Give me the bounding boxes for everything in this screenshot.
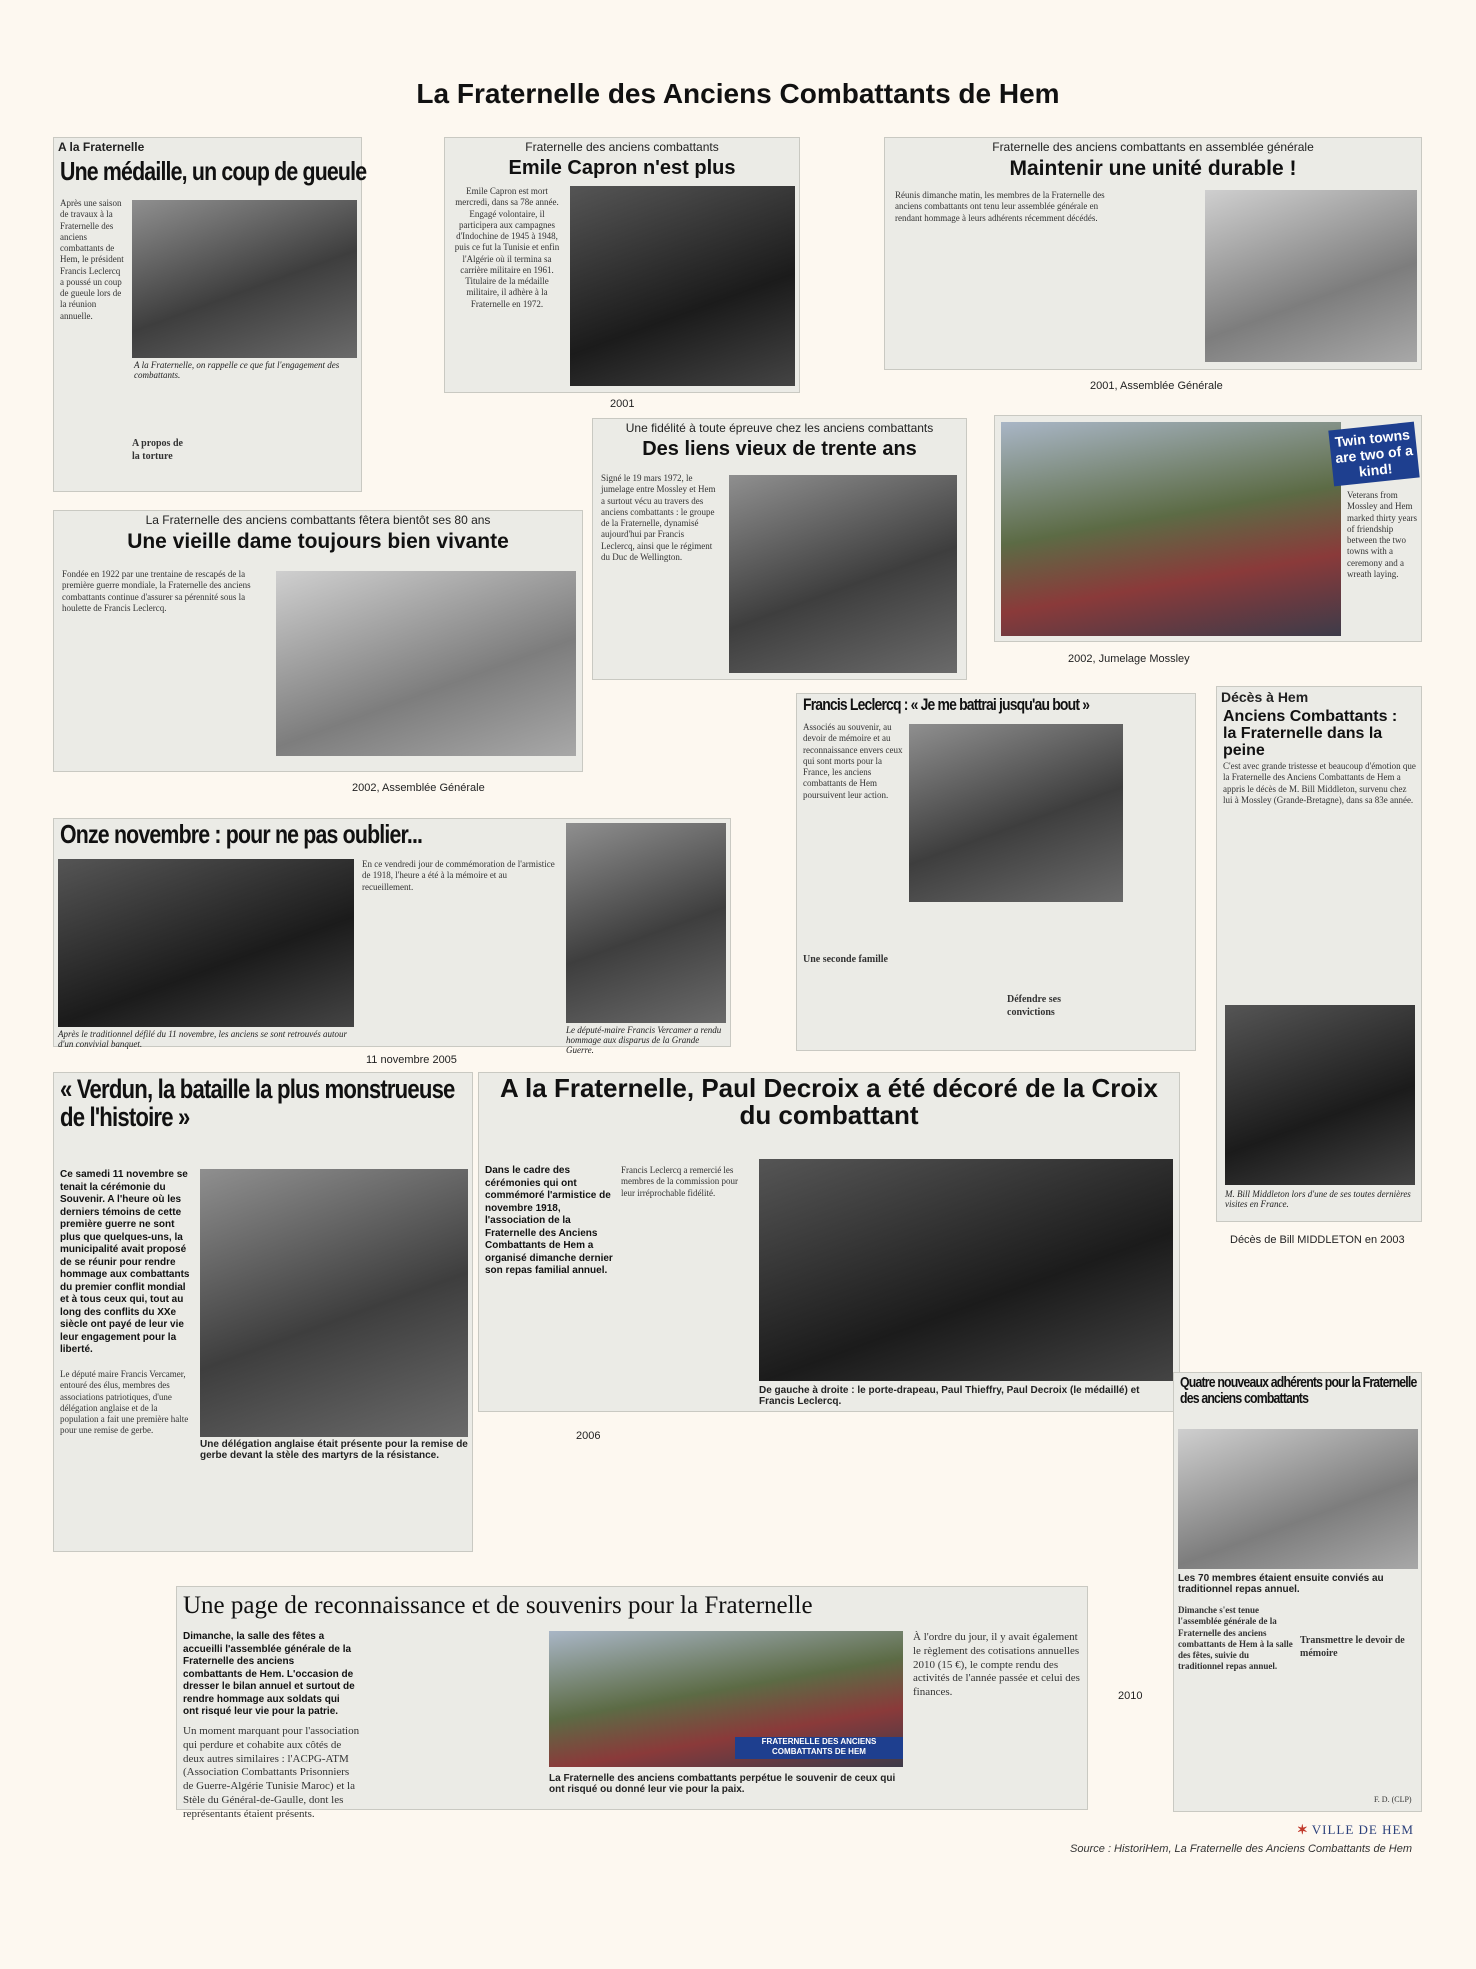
photo-caption: Une délégation anglaise était présente pour la remise de gerbe devant la stèle des martyrs de la résistance. (200, 1439, 468, 1461)
clipping-headline: Une médaille, un coup de gueule (60, 156, 367, 186)
clipping-onze-novembre (53, 818, 731, 1055)
clipping-body-2: À l'ordre du jour, il y avait également le règlement des cotisations annuelles 2010 (15 €), le compte rendu des activités de l'année passée et celui des finances. (913, 1631, 1080, 1698)
clipping-lead: Dimanche, la salle des fêtes a accueilli l'assemblée générale de la Fraternelle des anciens combattants de Hem. L'occasion de dresser le bilan annuel et surtout de rendre hommage aux soldats qui ont risqué leur vie pour la patrie. (183, 1631, 355, 1717)
clipping-kicker: Décès à Hem (1221, 689, 1309, 705)
clipping-subhead: Défendre ses convictions (1007, 994, 1061, 1018)
caption-11-novembre: 11 novembre 2005 (366, 1054, 457, 1066)
photo-caption: Après le traditionnel défilé du 11 novembre, les anciens se sont retrouvés autour d'un convivial banquet. (58, 1029, 348, 1049)
clipping-kicker: Fraternelle des anciens combattants en assemblée générale (992, 140, 1314, 154)
photo-caption: M. Bill Middleton lors d'une de ses toutes dernières visites en France. (1225, 1189, 1411, 1209)
photo-caption: Le député-maire Francis Vercamer a rendu hommage aux disparus de la Grande Guerre. (566, 1025, 722, 1055)
memorial-photo (566, 823, 726, 1023)
assembly-photo (1205, 190, 1417, 362)
assembly-photo (1178, 1429, 1418, 1569)
clipping-unite-durable (884, 137, 1422, 370)
clipping-body: Associés au souvenir, au devoir de mémoire et au reconnaissance envers ceux qui sont morts pour la France, les anciens combattants de Hem poursuivent leur action. (803, 722, 903, 800)
logo-icon: ✶ (1296, 1822, 1309, 1837)
clipping-kicker: Fraternelle des anciens combattants (525, 140, 719, 154)
photo-caption: A la Fraternelle, on rappelle ce que fut l'engagement des combattants. (134, 360, 340, 380)
caption-2010: 2010 (1118, 1690, 1143, 1702)
clipping-lead: Dans le cadre des cérémonies qui ont commémoré l'armistice de novembre 1918, l'association de la Fraternelle des Anciens Combattants de Hem a organisé dimanche dernier son repas familial annuel. (485, 1165, 613, 1276)
clipping-subhead: A propos de la torture (132, 438, 183, 462)
clipping-kicker: Une fidélité à toute épreuve chez les anciens combattants (625, 421, 934, 435)
clipping-headline: Des liens vieux de trente ans (642, 438, 917, 460)
clipping-page-reconnaissance (176, 1586, 1088, 1820)
photo-caption: Les 70 membres étaient ensuite conviés au traditionnel repas annuel. (1178, 1573, 1384, 1595)
clipping-body: C'est avec grande tristesse et beaucoup d'émotion que la Fraternelle des Anciens Combattants de Hem a appris le décès de M. Bill Middleton, survenu chez lui à Mossley (Grande-Bretagne), dans sa 83e année. (1223, 761, 1416, 805)
clipping-headline: Une vieille dame toujours bien vivante (127, 530, 509, 553)
banner-text: FRATERNELLE DES ANCIENS COMBATTANTS DE HEM (735, 1737, 903, 1759)
caption-2001: 2001 (610, 398, 635, 410)
clipping-body: Signé le 19 mars 1972, le jumelage entre Mossley et Hem a surtout vécu au travers des anciens combattants : le groupe de la Fraternelle, dynamisé aujourd'hui par Francis Leclercq, ainsi que le régiment du Duc de Wellington. (601, 473, 716, 562)
leclercq-portrait (909, 724, 1123, 902)
clipping-body: Un moment marquant pour l'association qui perdure et cohabite aux côtés de deux autres similaires : l'ACPG-ATM (Association Combattants Prisonniers de Guerre-Algérie Tunisie Maroc) et la Stèle du Général-de-Gaulle, dont les représentants étaient présents. (183, 1725, 360, 1820)
clipping-headline: A la Fraternelle, Paul Decroix a été décoré de la Croix du combattant (500, 1073, 1158, 1131)
twin-towns-banner: Twin towns are two of a kind! (1328, 422, 1419, 487)
caption-deces-bill: Décès de Bill MIDDLETON en 2003 (1230, 1234, 1405, 1246)
mossley-group-photo (1001, 422, 1341, 636)
decoration-photo (759, 1159, 1173, 1381)
clipping-body: Emile Capron est mort mercredi, dans sa 78e année. Engagé volontaire, il participera aux campagnes d'Indochine de 1945 à 1948, puis ce fut la Tunisie et enfin l'Algérie où il termina sa carrière militaire en 1961. Titulaire de la médaille militaire, il adhère à la Fraternelle en 1972. (454, 186, 560, 309)
clipping-kicker: La Fraternelle des anciens combattants fêtera bientôt ses 80 ans (145, 513, 491, 527)
source-credit: Source : HistoriHem, La Fraternelle des Anciens Combattants de Hem (1070, 1843, 1412, 1855)
clipping-quatre-adherents (1173, 1372, 1422, 1812)
logo-text: VILLE DE HEM (1311, 1822, 1414, 1837)
clipping-body: En ce vendredi jour de commémoration de l'armistice de 1918, l'heure a été à la mémoire et au recueillement. (362, 859, 555, 892)
clipping-kicker: A la Fraternelle (58, 140, 145, 154)
clipping-lead: Ce samedi 11 novembre se tenait la cérémonie du Souvenir. A l'heure où les derniers témoins de cette première guerre ne sont plus que quelques-uns, la municipalité avait proposé de se réunir pour rendre hommage aux combattants du premier conflit mondial et à tous ceux qui, tout au long des conflits du XXe siècle ont payé de leur vie leur engagement pour la liberté. (60, 1169, 190, 1355)
caption-2002-jumelage: 2002, Jumelage Mossley (1068, 653, 1190, 665)
clipping-subhead: Une seconde famille (803, 954, 888, 965)
clipping-headline: Quatre nouveaux adhérents pour la Fraternelle des anciens combattants (1180, 1374, 1417, 1407)
clipping-subhead: Transmettre le devoir de mémoire (1300, 1635, 1405, 1659)
clipping-liens-trente-ans (592, 418, 967, 680)
photo-caption: De gauche à droite : le porte-drapeau, Paul Thieffry, Paul Decroix (le médaillé) et Francis Leclercq. (759, 1385, 1140, 1407)
caption-2006: 2006 (576, 1430, 601, 1442)
clipping-signature: F. D. (CLP) (1374, 1795, 1412, 1804)
caption-2002-ag: 2002, Assemblée Générale (352, 782, 485, 794)
clipping-body: Veterans from Mossley and Hem marked thirty years of friendship between the two towns with a ceremony and a wreath laying. (1347, 490, 1417, 579)
page-title: La Fraternelle des Anciens Combattants de Hem (416, 78, 1060, 109)
clipping-headline: Maintenir une unité durable ! (1009, 157, 1297, 180)
clipping-body: Fondée en 1922 par une trentaine de rescapés de la première guerre mondiale, la Fraternelle des anciens combattants continue d'assurer sa pérennité sous la houlette de Francis Leclercq. (62, 569, 251, 613)
clipping-verdun (53, 1072, 473, 1552)
clipping-body: Le député maire Francis Vercamer, entouré des élus, membres des associations patriotiques, d'une délégation anglaise et de la population a fait une première halte pour une remise de gerbe. (60, 1369, 189, 1436)
clipping-headline: Anciens Combattants : la Fraternelle dans la peine (1223, 708, 1398, 759)
caption-2001-ag: 2001, Assemblée Générale (1090, 380, 1223, 392)
ville-de-hem-logo (1297, 1822, 1414, 1838)
clipping-headline: Emile Capron n'est plus (508, 157, 736, 179)
clipping-body: Dimanche s'est tenue l'assemblée générale de la Fraternelle des anciens combattants de Hem à la salle des fêtes, suivie du traditionnel repas annuel. (1178, 1605, 1293, 1672)
clipping-headline: Une page de reconnaissance et de souvenirs pour la Fraternelle (183, 1592, 813, 1619)
veterans-photo (132, 200, 357, 358)
clipping-body: Francis Leclercq a remercié les membres de la commission pour leur irréprochable fidélité. (621, 1165, 738, 1198)
ceremony-photo (570, 186, 795, 386)
group-photo (276, 571, 576, 756)
bill-middleton-photo (1225, 1005, 1415, 1185)
clipping-francis-leclercq (796, 693, 1196, 1051)
clipping-column: Après une saison de travaux à la Fraternelle des anciens combattants de Hem, le président Francis Leclercq a poussé un coup de gueule lors de la réunion annuelle. (60, 198, 124, 321)
clipping-twin-towns (994, 415, 1422, 642)
photo-caption: La Fraternelle des anciens combattants perpétue le souvenir de ceux qui ont risqué ou donné leur vie pour la paix. (549, 1773, 896, 1795)
clipping-headline: Onze novembre : pour ne pas oublier... (60, 819, 423, 849)
clipping-headline: Francis Leclercq : « Je me battrai jusqu'au bout » (803, 695, 1090, 714)
clipping-une-medaille (53, 137, 367, 492)
clipping-paul-decroix (478, 1072, 1180, 1412)
clipping-deces-hem (1216, 686, 1422, 1222)
wellington-photo (729, 475, 957, 673)
clipping-vieille-dame (53, 510, 583, 772)
banquet-photo (58, 859, 354, 1027)
clipping-emile-capron (444, 137, 800, 393)
clipping-headline: « Verdun, la bataille la plus monstrueuse de l'histoire » (60, 1074, 455, 1133)
delegation-photo (200, 1169, 468, 1437)
clipping-body: Réunis dimanche matin, les membres de la Fraternelle des anciens combattants ont tenu leur assemblée générale en rendant hommage à leurs adhérents récemment décédés. (895, 190, 1105, 223)
